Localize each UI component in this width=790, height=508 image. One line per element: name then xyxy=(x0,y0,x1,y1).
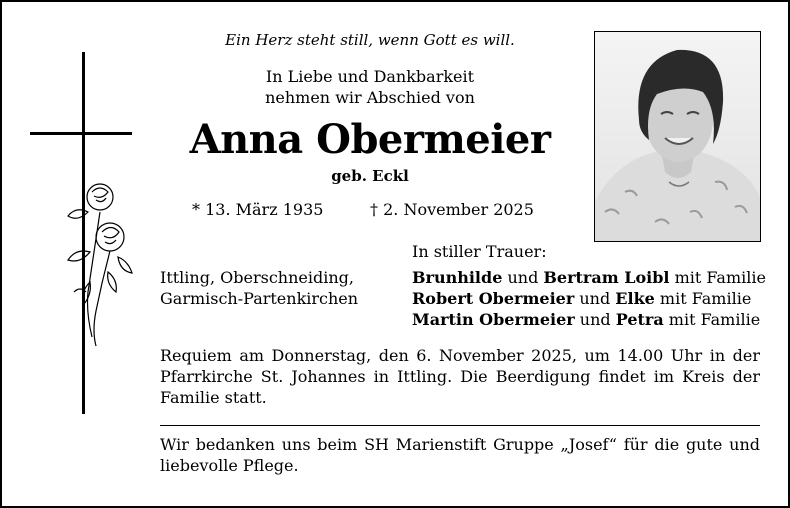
mourner-name: Petra xyxy=(615,310,664,329)
family-line xyxy=(412,288,766,309)
intro-text xyxy=(160,66,580,108)
connector-text: mit Familie xyxy=(663,310,761,329)
place-line: Garmisch-Partenkirchen xyxy=(160,289,359,308)
mourner-name: Martin Obermeier xyxy=(412,310,575,329)
portrait-photo xyxy=(594,31,761,242)
family-list xyxy=(412,267,766,330)
connector-text: und xyxy=(502,268,544,287)
motto-line: Ein Herz steht still, wenn Gott es will. xyxy=(225,31,515,49)
birth-date: * 13. März 1935 xyxy=(192,200,324,219)
family-line xyxy=(412,267,766,288)
connector-text: und xyxy=(574,310,616,329)
portrait-image xyxy=(595,32,760,241)
connector-text: mit Familie xyxy=(654,289,752,308)
intro-line-1: In Liebe und Dankbarkeit xyxy=(265,67,475,86)
mourner-name: Bertram Loibl xyxy=(543,268,670,287)
intro-line-2: nehmen wir Abschied von xyxy=(265,88,475,107)
deceased-name: Anna Obermeier xyxy=(189,116,551,163)
thanks-paragraph: Wir bedanken uns beim SH Marienstift Gruppe „Josef“ für die gute und liebevolle Pflege. xyxy=(160,435,760,475)
mourner-name: Brunhilde xyxy=(412,268,503,287)
mourner-name: Elke xyxy=(615,289,655,308)
cross-with-roses-icon xyxy=(30,52,140,417)
places-list xyxy=(160,267,358,309)
requiem-paragraph: Requiem am Donnerstag, den 6. November 2025, um 14.00 Uhr in der Pfarrkirche St. Johannes in Ittling. Die Beerdigung findet im Kreis der Familie statt. xyxy=(160,346,760,407)
mourner-name: Robert Obermeier xyxy=(412,289,575,308)
connector-text: mit Familie xyxy=(669,268,766,287)
family-line xyxy=(412,309,766,330)
place-line: Ittling, Oberschneiding, xyxy=(160,268,354,287)
divider xyxy=(160,425,760,426)
mourning-label: In stiller Trauer: xyxy=(412,242,547,261)
connector-text: und xyxy=(574,289,616,308)
maiden-name: geb. Eckl xyxy=(331,167,409,185)
death-date: † 2. November 2025 xyxy=(370,200,534,219)
